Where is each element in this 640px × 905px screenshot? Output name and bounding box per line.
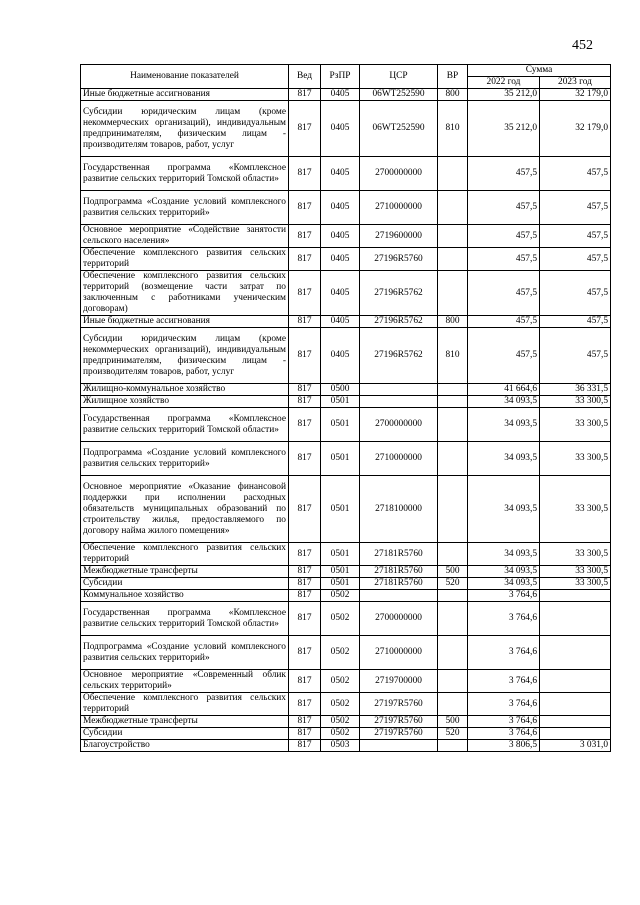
- table-row: [81, 396, 611, 408]
- cell-sum-2022: 34 093,5: [468, 543, 540, 566]
- cell-ved: 817: [289, 89, 321, 101]
- cell-csr: 2700000000: [360, 602, 438, 636]
- cell-vr: [438, 225, 468, 248]
- cell-sum-2023: [540, 716, 611, 728]
- cell-ved: 817: [289, 191, 321, 225]
- cell-csr: [360, 384, 438, 396]
- cell-sum-2023: [540, 728, 611, 740]
- cell-ved: 817: [289, 408, 321, 442]
- cell-vr: [438, 602, 468, 636]
- cell-sum-2022: 457,5: [468, 225, 540, 248]
- cell-sum-2022: 457,5: [468, 191, 540, 225]
- cell-csr: 27181R5760: [360, 566, 438, 578]
- cell-sum-2022: 3 764,6: [468, 728, 540, 740]
- table-row: [81, 316, 611, 328]
- cell-ved: 817: [289, 271, 321, 316]
- cell-name: Субсидии юридическим лицам (кроме некоммерческих организаций), индивидуальным предпринимателям, физическим лицам - производителям товаров, работ, услуг: [81, 101, 289, 157]
- cell-rzpr: 0501: [321, 408, 360, 442]
- cell-sum-2023: 33 300,5: [540, 566, 611, 578]
- table-row: [81, 157, 611, 191]
- cell-sum-2022: 34 093,5: [468, 408, 540, 442]
- table-row: [81, 670, 611, 693]
- cell-ved: 817: [289, 716, 321, 728]
- cell-sum-2022: 3 806,5: [468, 740, 540, 752]
- header-rzpr: РзПР: [321, 65, 360, 89]
- cell-csr: 27197R5760: [360, 716, 438, 728]
- cell-vr: 800: [438, 89, 468, 101]
- cell-csr: 27197R5760: [360, 693, 438, 716]
- cell-vr: [438, 590, 468, 602]
- table-row: [81, 728, 611, 740]
- cell-rzpr: 0405: [321, 271, 360, 316]
- cell-csr: 2710000000: [360, 191, 438, 225]
- cell-name: Иные бюджетные ассигнования: [81, 89, 289, 101]
- cell-csr: 2710000000: [360, 636, 438, 670]
- cell-csr: 2700000000: [360, 408, 438, 442]
- cell-sum-2022: 3 764,6: [468, 716, 540, 728]
- cell-vr: [438, 740, 468, 752]
- cell-rzpr: 0502: [321, 728, 360, 740]
- cell-sum-2023: 33 300,5: [540, 476, 611, 543]
- cell-sum-2023: 457,5: [540, 248, 611, 271]
- cell-vr: [438, 191, 468, 225]
- cell-name: Обеспечение комплексного развития сельских территорий: [81, 543, 289, 566]
- table-row: [81, 590, 611, 602]
- cell-ved: 817: [289, 590, 321, 602]
- cell-ved: 817: [289, 384, 321, 396]
- cell-sum-2022: 3 764,6: [468, 693, 540, 716]
- table-row: [81, 248, 611, 271]
- cell-name: Субсидии: [81, 728, 289, 740]
- cell-name: Благоустройство: [81, 740, 289, 752]
- table-row: [81, 693, 611, 716]
- cell-rzpr: 0502: [321, 602, 360, 636]
- cell-sum-2023: 457,5: [540, 316, 611, 328]
- cell-vr: [438, 693, 468, 716]
- cell-rzpr: 0501: [321, 442, 360, 476]
- cell-sum-2022: 34 093,5: [468, 566, 540, 578]
- table-row: [81, 716, 611, 728]
- cell-name: Подпрограмма «Создание условий комплексного развития сельских территорий»: [81, 636, 289, 670]
- cell-rzpr: 0501: [321, 566, 360, 578]
- cell-vr: [438, 543, 468, 566]
- header-year-2023: 2023 год: [540, 77, 611, 89]
- cell-sum-2022: 457,5: [468, 328, 540, 384]
- cell-sum-2022: 34 093,5: [468, 396, 540, 408]
- cell-sum-2022: 34 093,5: [468, 476, 540, 543]
- cell-vr: 810: [438, 101, 468, 157]
- cell-sum-2023: 33 300,5: [540, 442, 611, 476]
- cell-sum-2023: [540, 670, 611, 693]
- cell-csr: 27196R5762: [360, 316, 438, 328]
- cell-name: Иные бюджетные ассигнования: [81, 316, 289, 328]
- cell-rzpr: 0500: [321, 384, 360, 396]
- cell-csr: 27197R5760: [360, 728, 438, 740]
- cell-name: Государственная программа «Комплексное развитие сельских территорий Томской области»: [81, 408, 289, 442]
- table-body: [81, 89, 611, 752]
- cell-vr: [438, 271, 468, 316]
- cell-sum-2022: 35 212,0: [468, 89, 540, 101]
- cell-name: Государственная программа «Комплексное развитие сельских территорий Томской области»: [81, 157, 289, 191]
- cell-sum-2022: 457,5: [468, 316, 540, 328]
- table-row: [81, 225, 611, 248]
- cell-rzpr: 0405: [321, 248, 360, 271]
- cell-csr: 2710000000: [360, 442, 438, 476]
- table-row: [81, 408, 611, 442]
- cell-sum-2022: 3 764,6: [468, 590, 540, 602]
- cell-ved: 817: [289, 693, 321, 716]
- cell-ved: 817: [289, 578, 321, 590]
- table-row: [81, 476, 611, 543]
- cell-name: Подпрограмма «Создание условий комплексного развития сельских территорий»: [81, 442, 289, 476]
- header-name: Наименование показателей: [81, 65, 289, 89]
- header-sum: Сумма: [468, 65, 611, 77]
- cell-ved: 817: [289, 728, 321, 740]
- cell-sum-2022: 34 093,5: [468, 578, 540, 590]
- cell-sum-2023: 33 300,5: [540, 543, 611, 566]
- cell-name: Основное мероприятие «Оказание финансовой поддержки при исполнении расходных обязательств муниципальных образований по строительству жилья, предоставляемого по договору найма жилого помещения»: [81, 476, 289, 543]
- header-vr: ВР: [438, 65, 468, 89]
- table-row: [81, 384, 611, 396]
- cell-ved: 817: [289, 316, 321, 328]
- cell-name: Жилищное хозяйство: [81, 396, 289, 408]
- table-row: [81, 740, 611, 752]
- cell-rzpr: 0405: [321, 157, 360, 191]
- cell-sum-2023: 33 300,5: [540, 396, 611, 408]
- cell-vr: [438, 408, 468, 442]
- cell-csr: [360, 740, 438, 752]
- cell-ved: 817: [289, 566, 321, 578]
- cell-name: Обеспечение комплексного развития сельских территорий: [81, 248, 289, 271]
- cell-sum-2022: 3 764,6: [468, 670, 540, 693]
- cell-sum-2022: 41 664,6: [468, 384, 540, 396]
- cell-csr: 2700000000: [360, 157, 438, 191]
- table-row: [81, 191, 611, 225]
- page-number: 452: [572, 38, 593, 53]
- table-row: [81, 89, 611, 101]
- cell-sum-2023: 32 179,0: [540, 89, 611, 101]
- cell-rzpr: 0405: [321, 89, 360, 101]
- cell-vr: 520: [438, 578, 468, 590]
- cell-rzpr: 0501: [321, 476, 360, 543]
- header-csr: ЦСР: [360, 65, 438, 89]
- cell-sum-2023: 457,5: [540, 225, 611, 248]
- cell-ved: 817: [289, 248, 321, 271]
- cell-sum-2022: 3 764,6: [468, 602, 540, 636]
- cell-sum-2023: 32 179,0: [540, 101, 611, 157]
- cell-rzpr: 0502: [321, 693, 360, 716]
- cell-sum-2022: 457,5: [468, 248, 540, 271]
- cell-name: Межбюджетные трансферты: [81, 566, 289, 578]
- table-header: [81, 65, 611, 89]
- cell-vr: [438, 670, 468, 693]
- cell-ved: 817: [289, 543, 321, 566]
- cell-sum-2022: 457,5: [468, 157, 540, 191]
- cell-sum-2023: [540, 693, 611, 716]
- cell-name: Жилищно-коммунальное хозяйство: [81, 384, 289, 396]
- cell-vr: [438, 157, 468, 191]
- table-row: [81, 578, 611, 590]
- cell-vr: [438, 442, 468, 476]
- cell-name: Коммунальное хозяйство: [81, 590, 289, 602]
- cell-vr: 800: [438, 316, 468, 328]
- cell-ved: 817: [289, 396, 321, 408]
- cell-ved: 817: [289, 740, 321, 752]
- cell-rzpr: 0405: [321, 316, 360, 328]
- cell-csr: 27196R5760: [360, 248, 438, 271]
- cell-vr: [438, 476, 468, 543]
- cell-ved: 817: [289, 476, 321, 543]
- cell-ved: 817: [289, 101, 321, 157]
- cell-ved: 817: [289, 442, 321, 476]
- cell-sum-2023: 457,5: [540, 157, 611, 191]
- cell-rzpr: 0502: [321, 590, 360, 602]
- cell-ved: 817: [289, 328, 321, 384]
- cell-sum-2023: 33 300,5: [540, 408, 611, 442]
- cell-sum-2023: [540, 636, 611, 670]
- header-year-2022: 2022 год: [468, 77, 540, 89]
- cell-ved: 817: [289, 602, 321, 636]
- cell-vr: [438, 248, 468, 271]
- cell-sum-2023: [540, 590, 611, 602]
- header-ved: Вед: [289, 65, 321, 89]
- cell-rzpr: 0501: [321, 396, 360, 408]
- cell-name: Основное мероприятие «Современный облик сельских территорий»: [81, 670, 289, 693]
- cell-csr: 06WT252590: [360, 101, 438, 157]
- cell-sum-2023: 36 331,5: [540, 384, 611, 396]
- cell-sum-2022: 457,5: [468, 271, 540, 316]
- cell-csr: [360, 396, 438, 408]
- cell-name: Государственная программа «Комплексное развитие сельских территорий Томской области»: [81, 602, 289, 636]
- cell-rzpr: 0405: [321, 191, 360, 225]
- cell-vr: 520: [438, 728, 468, 740]
- table-row: [81, 442, 611, 476]
- cell-sum-2023: 457,5: [540, 191, 611, 225]
- cell-rzpr: 0501: [321, 578, 360, 590]
- table-row: [81, 328, 611, 384]
- cell-rzpr: 0502: [321, 716, 360, 728]
- table-row: [81, 543, 611, 566]
- table-row: [81, 271, 611, 316]
- cell-sum-2022: 3 764,6: [468, 636, 540, 670]
- table-row: [81, 602, 611, 636]
- cell-sum-2023: 457,5: [540, 328, 611, 384]
- cell-name: Основное мероприятие «Содействие занятости сельского населения»: [81, 225, 289, 248]
- cell-ved: 817: [289, 225, 321, 248]
- cell-ved: 817: [289, 670, 321, 693]
- cell-vr: 500: [438, 716, 468, 728]
- cell-vr: [438, 636, 468, 670]
- cell-name: Субсидии: [81, 578, 289, 590]
- cell-sum-2023: [540, 602, 611, 636]
- cell-rzpr: 0502: [321, 636, 360, 670]
- cell-ved: 817: [289, 157, 321, 191]
- cell-rzpr: 0502: [321, 670, 360, 693]
- cell-vr: [438, 384, 468, 396]
- cell-rzpr: 0501: [321, 543, 360, 566]
- cell-name: Межбюджетные трансферты: [81, 716, 289, 728]
- cell-vr: [438, 396, 468, 408]
- cell-csr: 27181R5760: [360, 578, 438, 590]
- cell-rzpr: 0503: [321, 740, 360, 752]
- cell-name: Обеспечение комплексного развития сельских территорий: [81, 693, 289, 716]
- cell-csr: 27196R5762: [360, 328, 438, 384]
- cell-csr: 27196R5762: [360, 271, 438, 316]
- cell-rzpr: 0405: [321, 328, 360, 384]
- cell-name: Обеспечение комплексного развития сельских территорий (возмещение части затрат по заключенным с работниками ученическим договорам): [81, 271, 289, 316]
- cell-vr: 500: [438, 566, 468, 578]
- cell-sum-2022: 34 093,5: [468, 442, 540, 476]
- cell-csr: 2718100000: [360, 476, 438, 543]
- cell-vr: 810: [438, 328, 468, 384]
- cell-csr: 2719700000: [360, 670, 438, 693]
- cell-csr: 06WT252590: [360, 89, 438, 101]
- table-row: [81, 636, 611, 670]
- cell-sum-2022: 35 212,0: [468, 101, 540, 157]
- cell-rzpr: 0405: [321, 225, 360, 248]
- cell-name: Подпрограмма «Создание условий комплексного развития сельских территорий»: [81, 191, 289, 225]
- table-row: [81, 101, 611, 157]
- cell-csr: 2719600000: [360, 225, 438, 248]
- cell-csr: 27181R5760: [360, 543, 438, 566]
- table-row: [81, 566, 611, 578]
- cell-sum-2023: 3 031,0: [540, 740, 611, 752]
- budget-table: [80, 64, 611, 752]
- cell-csr: [360, 590, 438, 602]
- cell-rzpr: 0405: [321, 101, 360, 157]
- cell-ved: 817: [289, 636, 321, 670]
- cell-sum-2023: 457,5: [540, 271, 611, 316]
- cell-sum-2023: 33 300,5: [540, 578, 611, 590]
- cell-name: Субсидии юридическим лицам (кроме некоммерческих организаций), индивидуальным предпринимателям, физическим лицам - производителям товаров, работ, услуг: [81, 328, 289, 384]
